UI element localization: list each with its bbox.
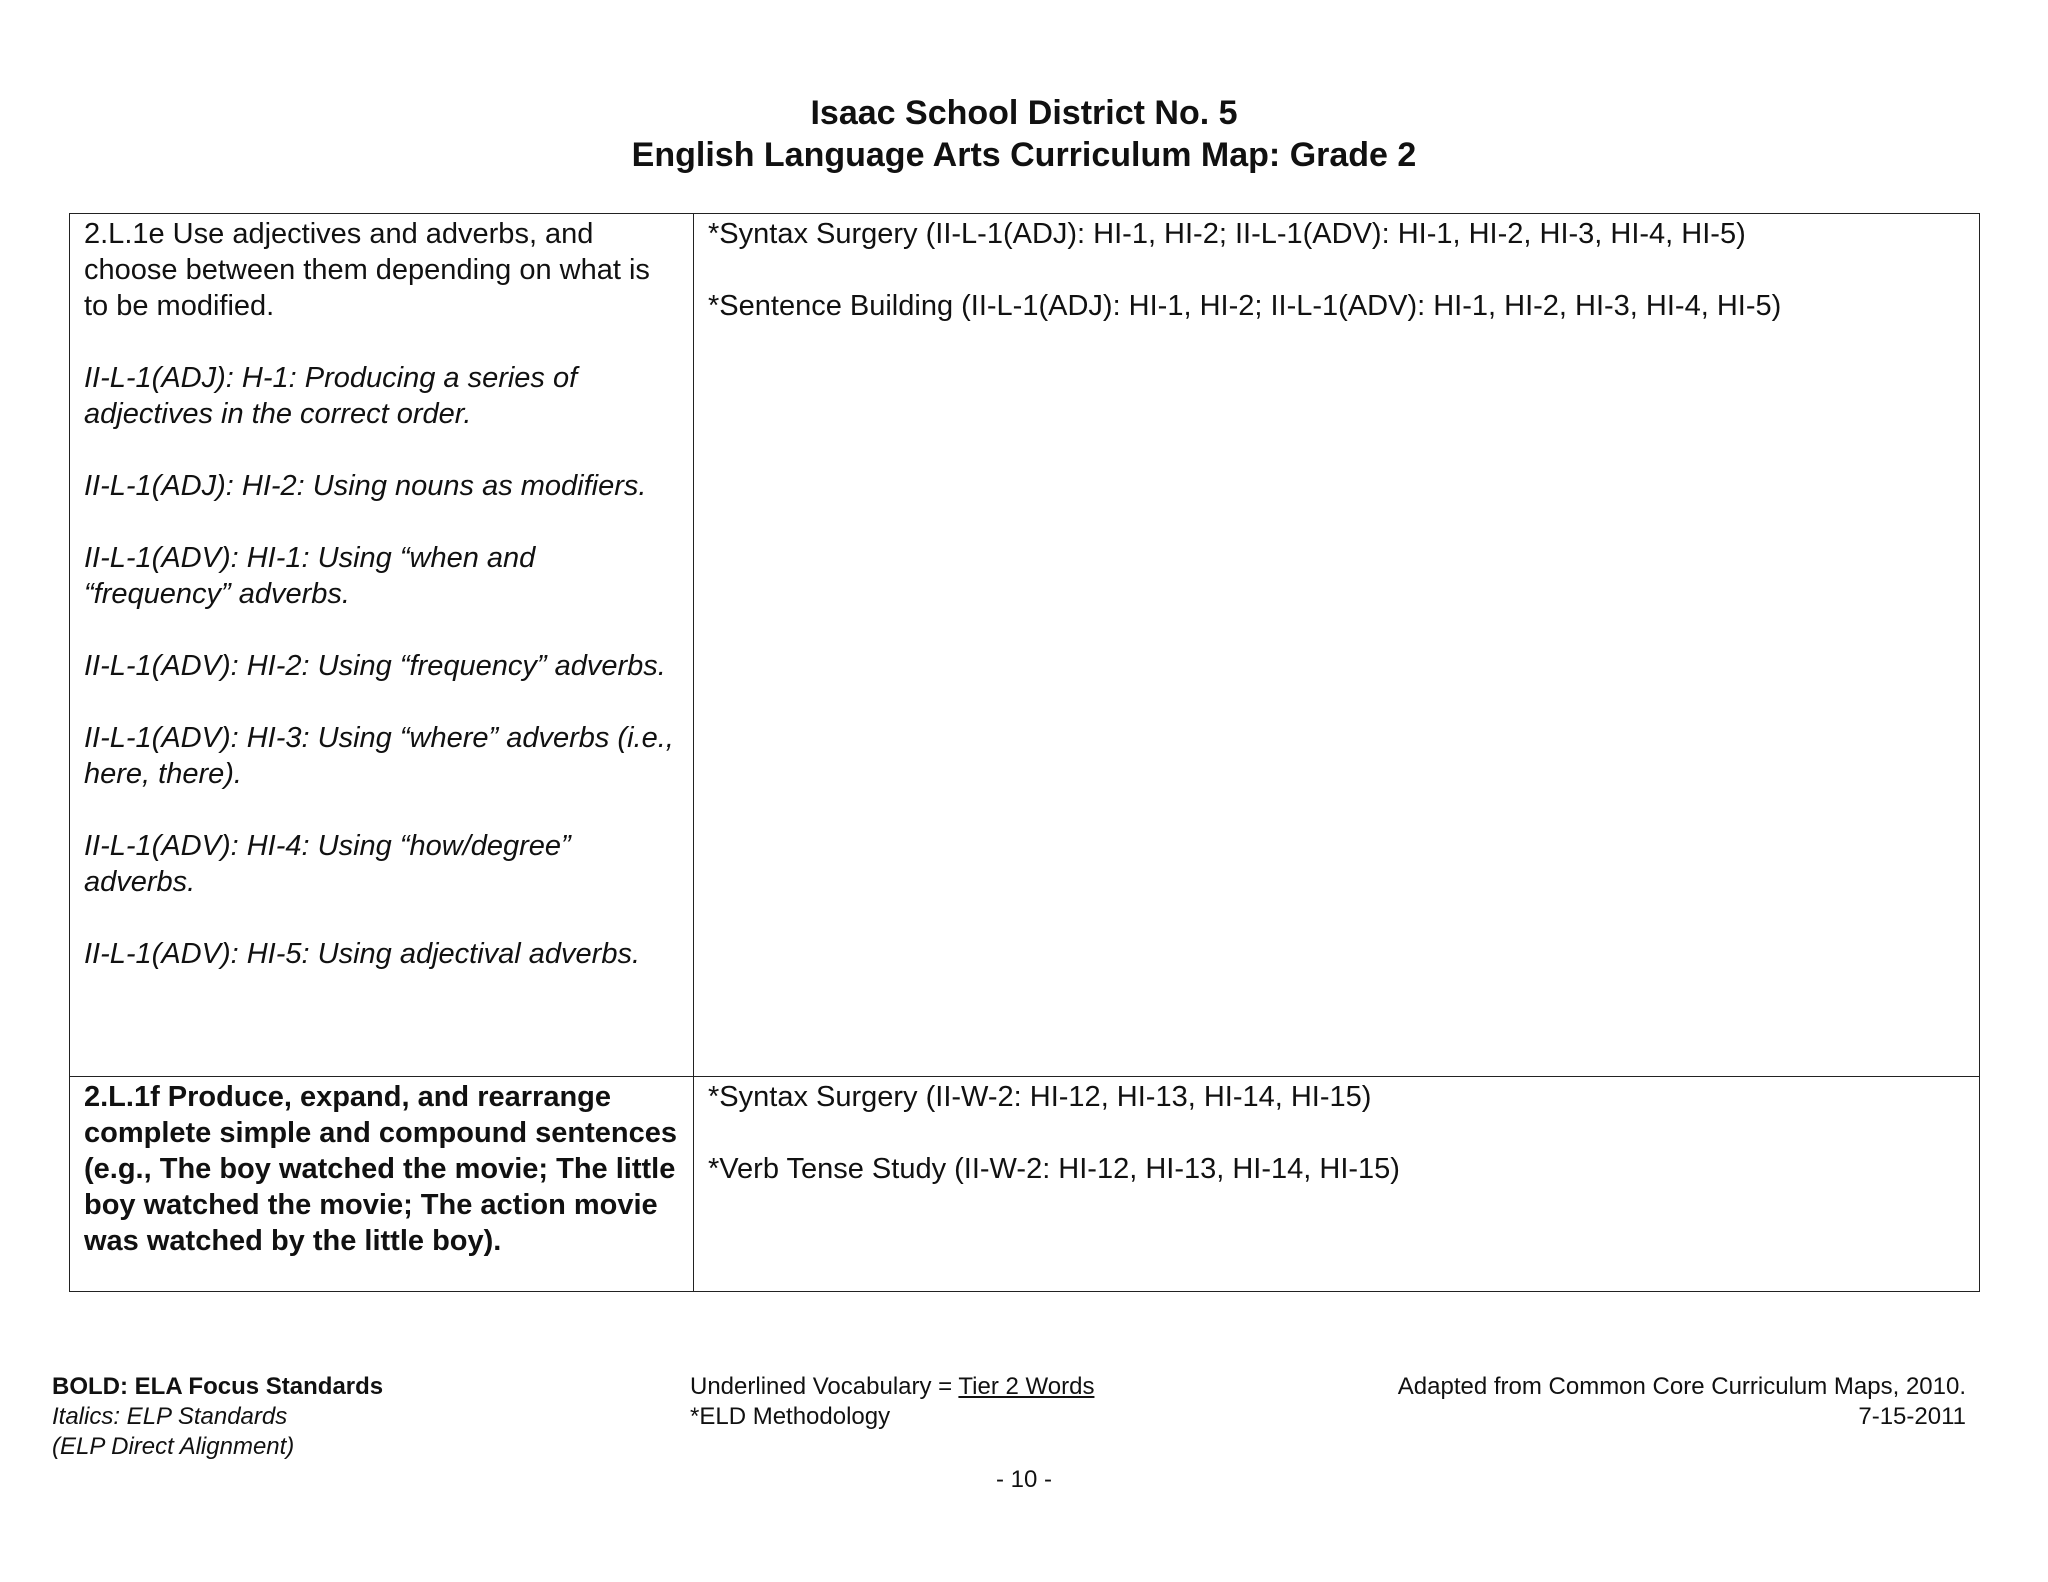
- focus-standard-text: 2.L.1f Produce, expand, and rearrange complete simple and compound sentences (e.g., The boy watched the movie; The little boy watched the movie; The action movie was watched by the little boy).: [84, 1081, 678, 1257]
- curriculum-map-title: English Language Arts Curriculum Map: Grade 2: [631, 136, 1417, 174]
- methodology-item: *Syntax Surgery (II-W-2: HI-12, HI-13, HI-14, HI-15): [708, 1081, 1372, 1113]
- elp-standard: II-L-1(ADV): HI-1: Using “when and “frequency” adverbs.: [84, 542, 536, 610]
- elp-standard: II-L-1(ADV): HI-2: Using “frequency” adverbs.: [84, 650, 666, 682]
- district-title: Isaac School District No. 5: [810, 94, 1238, 132]
- footer-source: [1398, 1372, 1966, 1432]
- standard-cell: [70, 1077, 694, 1292]
- vocabulary-prefix: Underlined Vocabulary =: [690, 1373, 959, 1400]
- methodology-item: *Syntax Surgery (II-L-1(ADJ): HI-1, HI-2; II-L-1(ADV): HI-1, HI-2, HI-3, HI-4, HI-5): [708, 218, 1746, 250]
- table-row: [70, 1077, 1980, 1292]
- curriculum-table: [69, 213, 1980, 1292]
- footer-vocabulary: [690, 1372, 1094, 1432]
- methodology-cell: [694, 1077, 1980, 1292]
- elp-standard: II-L-1(ADV): HI-5: Using adjectival adverbs.: [84, 938, 641, 970]
- source-citation: Adapted from Common Core Curriculum Maps, 2010.: [1397, 1373, 1966, 1400]
- italics-legend: Italics: ELP Standards: [52, 1403, 288, 1430]
- document-header: [0, 92, 2048, 176]
- bold-legend: BOLD: ELA Focus Standards: [52, 1373, 384, 1400]
- elp-standard: II-L-1(ADV): HI-3: Using “where” adverbs (i.e., here, there).: [84, 722, 674, 790]
- footer-legend: [52, 1372, 383, 1462]
- vocabulary-legend: [690, 1372, 1094, 1402]
- eld-legend: *ELD Methodology: [690, 1403, 891, 1430]
- standard-cell: [70, 214, 694, 1077]
- table-row: [70, 214, 1980, 1077]
- methodology-item: *Sentence Building (II-L-1(ADJ): HI-1, HI-2; II-L-1(ADV): HI-1, HI-2, HI-3, HI-4, HI-5): [708, 290, 1782, 322]
- elp-direct-legend: (ELP Direct Alignment): [52, 1433, 295, 1460]
- elp-standard: II-L-1(ADV): HI-4: Using “how/degree” adverbs.: [84, 830, 571, 898]
- standard-text: 2.L.1e Use adjectives and adverbs, and choose between them depending on what is to be modified.: [84, 218, 650, 322]
- methodology-item: *Verb Tense Study (II-W-2: HI-12, HI-13, HI-14, HI-15): [708, 1153, 1400, 1185]
- elp-standard: II-L-1(ADJ): HI-2: Using nouns as modifiers.: [84, 470, 647, 502]
- page-number: - 10 -: [995, 1466, 1052, 1493]
- elp-standard: II-L-1(ADJ): H-1: Producing a series of adjectives in the correct order.: [84, 362, 578, 430]
- methodology-cell: [694, 214, 1980, 1077]
- revision-date: 7-15-2011: [1858, 1403, 1966, 1430]
- tier2-words: Tier 2 Words: [958, 1373, 1095, 1400]
